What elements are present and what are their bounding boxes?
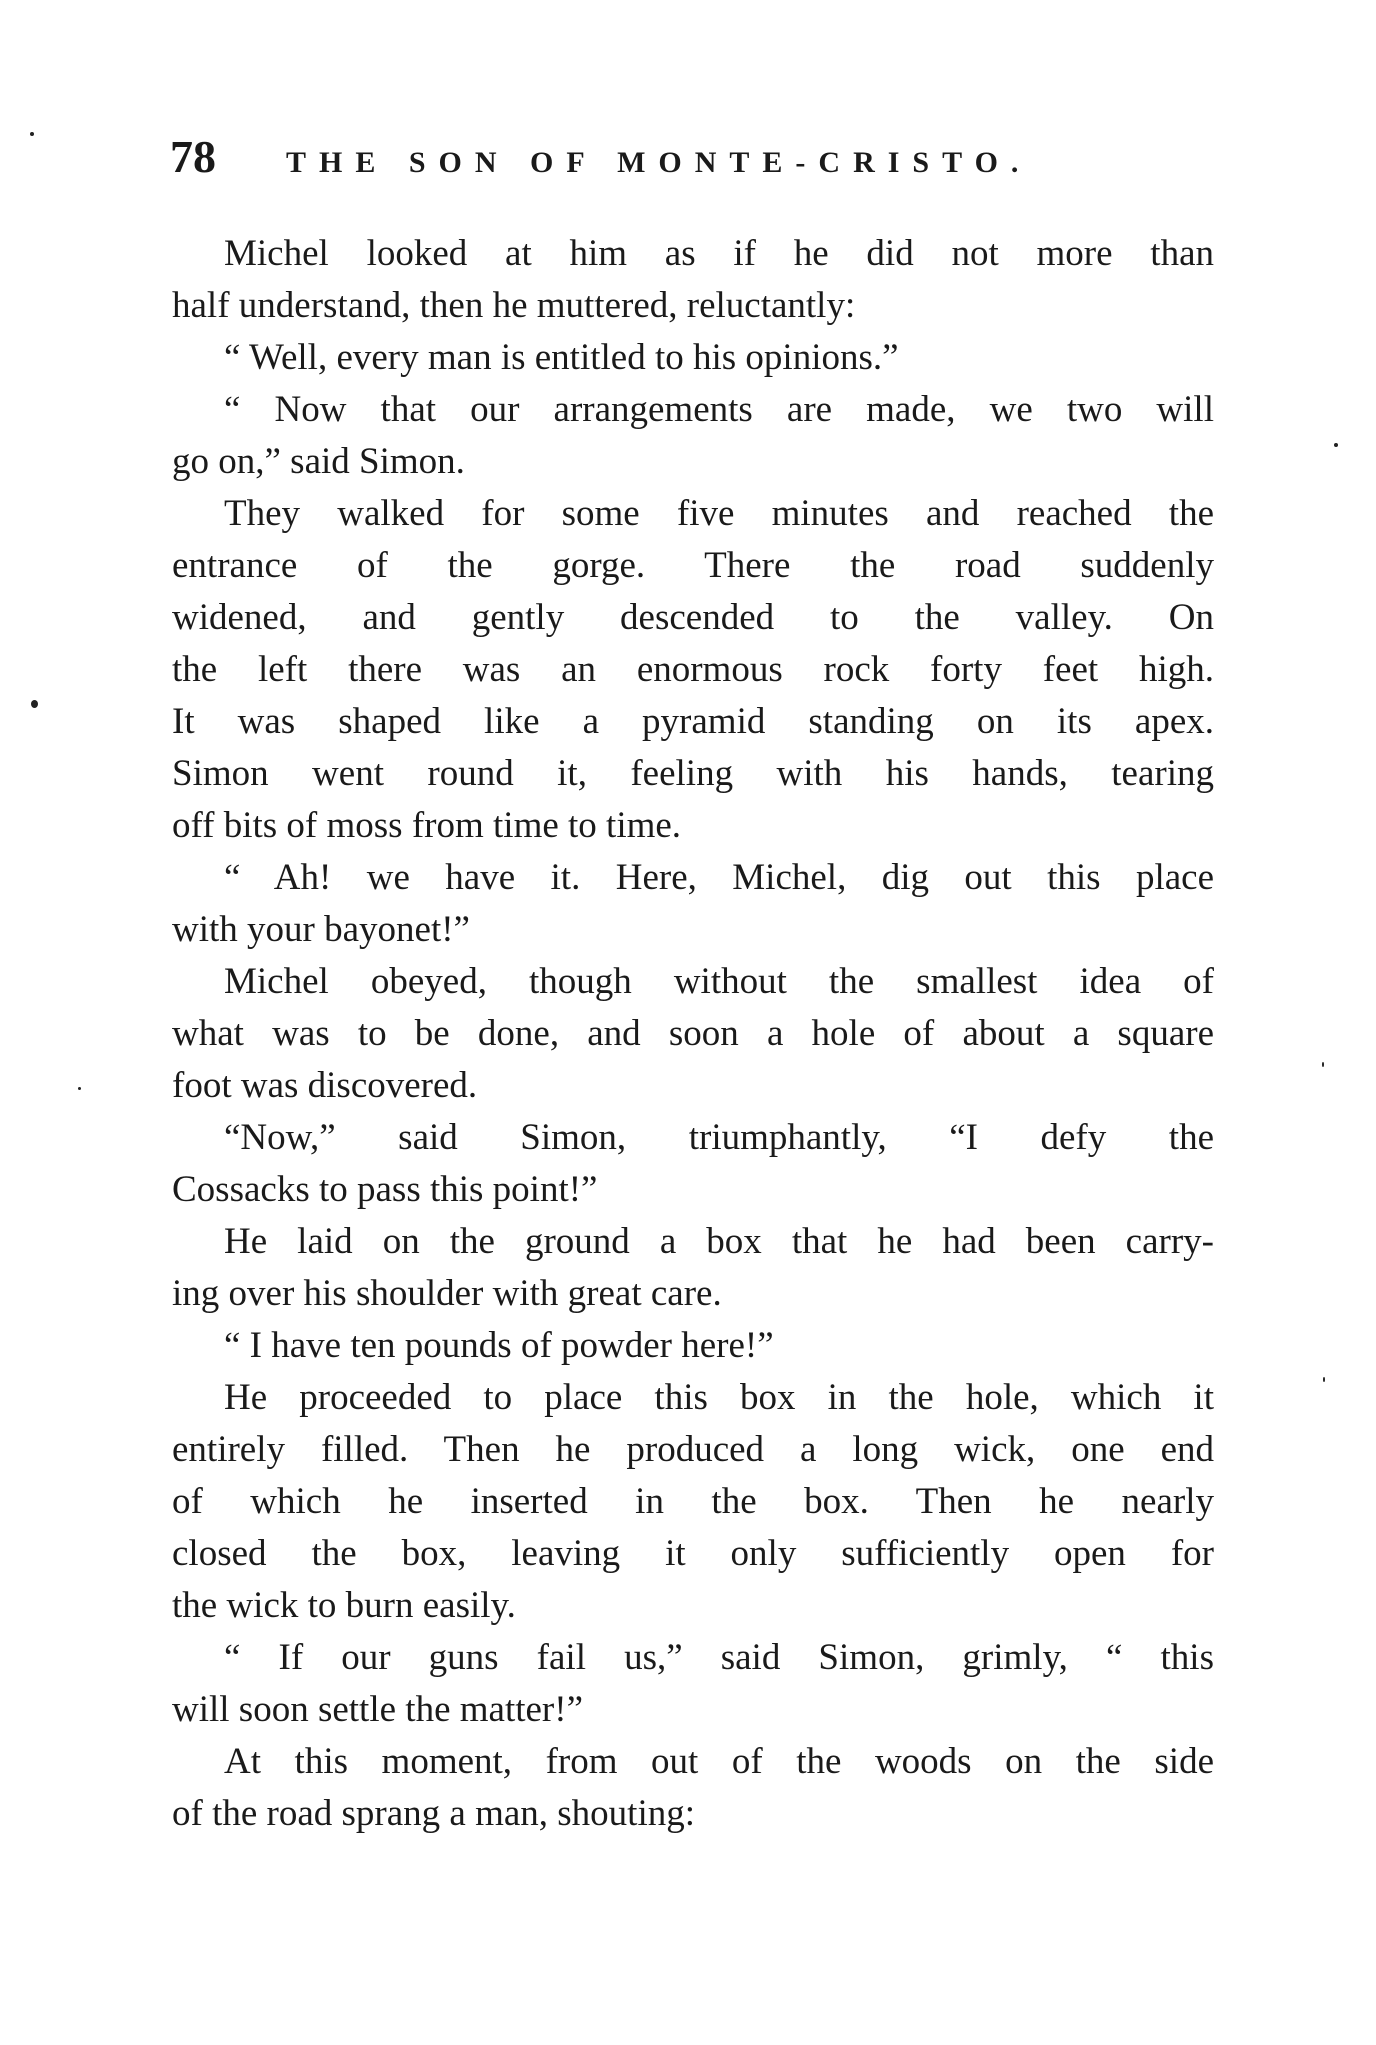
text-line: entrance of the gorge. There the road suddenly: [172, 545, 1214, 586]
text-line: go on,” said Simon.: [172, 441, 465, 482]
text-line: At this moment, from out of the woods on the side: [224, 1741, 1214, 1782]
text-line: with your bayonet!”: [172, 909, 470, 950]
text-line: foot was discovered.: [172, 1065, 478, 1106]
scan-speck: [1323, 1377, 1325, 1382]
page-number: 78: [170, 131, 216, 182]
text-line: “ I have ten pounds of powder here!”: [224, 1325, 774, 1366]
text-line: what was to be done, and soon a hole of about a square: [172, 1013, 1214, 1054]
text-line: the left there was an enormous rock forty feet high.: [172, 649, 1214, 690]
scan-speck: [31, 700, 38, 708]
text-line: widened, and gently descended to the valley. On: [172, 597, 1214, 638]
text-line: It was shaped like a pyramid standing on its apex.: [172, 701, 1214, 742]
text-line: “ If our guns fail us,” said Simon, grimly, “ this: [224, 1637, 1214, 1678]
scan-speck: [78, 1087, 81, 1090]
text-line: “ Well, every man is entitled to his opinions.”: [224, 337, 899, 378]
text-line: Cossacks to pass this point!”: [172, 1169, 598, 1210]
text-line: “Now,” said Simon, triumphantly, “I defy the: [224, 1117, 1214, 1158]
running-head: [170, 130, 1210, 190]
text-line: Michel obeyed, though without the smallest idea of: [224, 961, 1214, 1002]
text-line: “ Ah! we have it. Here, Michel, dig out this place: [224, 857, 1214, 898]
text-line: off bits of moss from time to time.: [172, 805, 682, 846]
text-line: of which he inserted in the box. Then he nearly: [172, 1481, 1214, 1522]
text-line: the wick to burn easily.: [172, 1585, 516, 1626]
text-line: He laid on the ground a box that he had been carry-: [224, 1221, 1214, 1262]
text-line: will soon settle the matter!”: [172, 1689, 583, 1730]
scan-speck: [1322, 1062, 1324, 1067]
text-line: They walked for some five minutes and reached the: [224, 493, 1214, 534]
text-line: Michel looked at him as if he did not more than: [224, 233, 1214, 274]
text-line: closed the box, leaving it only sufficiently open for: [172, 1533, 1214, 1574]
scan-speck: [1334, 443, 1338, 447]
text-line: Simon went round it, feeling with his hands, tearing: [172, 753, 1214, 794]
body-text: [172, 228, 1214, 1840]
scan-speck: [30, 132, 34, 136]
book-title: THE SON OF MONTE-CRISTO.: [286, 146, 1032, 179]
text-line: entirely filled. Then he produced a long wick, one end: [172, 1429, 1214, 1470]
text-line: “ Now that our arrangements are made, we two will: [224, 389, 1214, 430]
text-line: half understand, then he muttered, reluctantly:: [172, 285, 856, 326]
text-line: He proceeded to place this box in the hole, which it: [224, 1377, 1214, 1418]
text-line: of the road sprang a man, shouting:: [172, 1793, 696, 1834]
text-line: ing over his shoulder with great care.: [172, 1273, 722, 1314]
